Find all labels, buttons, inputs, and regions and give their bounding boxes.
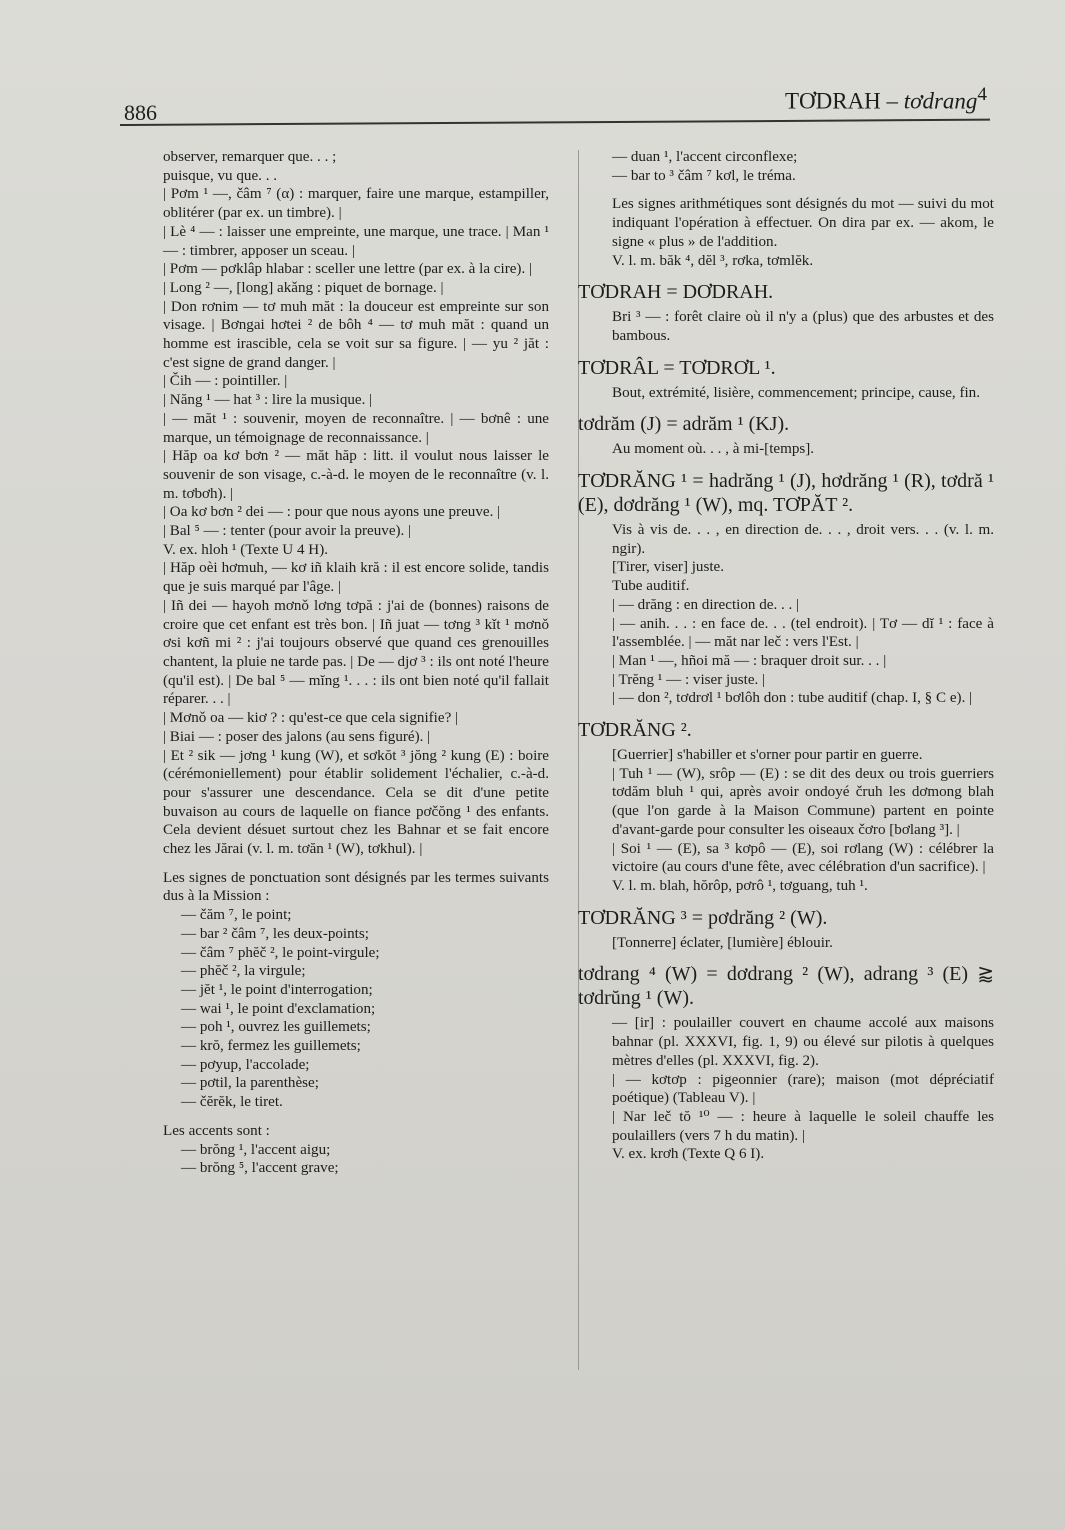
punctuation-item: — jĕt ¹, le point d'interrogation; <box>181 981 373 998</box>
running-head-sup: 4 <box>977 84 987 105</box>
dictionary-entry <box>578 356 994 403</box>
punctuation-intro: Les signes de ponctuation sont désignés par les termes suivants dus à la Mission : <box>163 869 549 905</box>
entry-line: [Tirer, viser] juste. <box>612 559 725 576</box>
dictionary-entry <box>578 962 994 1164</box>
entry-line: | Pơm ¹ —, čâm ⁷ (α) : marquer, faire une marque, estampiller, oblitérer (par ex. un timbre). | <box>163 186 549 222</box>
entry-line: | Tuh ¹ — (W), srôp — (E) : se dit des deux ou trois guerriers tơdăm bluh ¹ qui, après avoir ondoyé čruh les dơmong blah (que l'on garde à la Maison Commune) partent en pointe d'avant-garde pour consulter les oiseaux čơro [bơlang ³]. | <box>612 765 994 838</box>
entry-line: | Oa kơ bơn ² dei — : pour que nous ayons une preuve. | <box>163 504 501 521</box>
entry-headword: TƠDRAH = DƠDRAH. <box>578 281 774 304</box>
entry-line: | Hăp oèi hơmuh, — kơ iñ klaih kră : il est encore solide, tandis que je suis marqué par l'âge. | <box>163 560 549 596</box>
entry-line: | Trĕng ¹ — : viser juste. | <box>612 671 766 688</box>
entry-line: | Hăp oa kơ bơn ² — măt hăp : litt. il voulut nous laisser le souvenir de son visage, c.-à-d. le moyen de le reconnaître (v. l. m. tơbơh). | <box>163 448 549 502</box>
entry-line: | Don rơnim — tơ muh măt : la douceur est empreinte sur son visage. | Bơngai hơtei ² de bôh ⁴ — tơ muh măt : quand un homme est irascible, cela se voit sur sa figure. | — yu ² jăt : c'est signe de grand danger. | <box>163 298 549 371</box>
entry-line: Au moment où. . . , à mi-[temps]. <box>612 441 815 458</box>
accent-item: — bar to ³ čâm ⁷ kơl, le tréma. <box>612 167 796 184</box>
entry-line: | Lè ⁴ — : laisser une empreinte, une marque, une trace. | Man ¹ — : timbrer, apposer un sceau. | <box>163 223 549 259</box>
dictionary-entry <box>578 412 994 459</box>
entry-line: | Nar leč tŏ ¹⁰ — : heure à laquelle le soleil chauffe les poulaillers (vers 7 h du matin). | <box>612 1108 994 1144</box>
entry-headword: TƠDRÂL = TƠDRƠL ¹. <box>578 356 776 379</box>
entry-headword: TƠDRĂNG ¹ = hadrăng ¹ (J), hơdrăng ¹ (R), tơdră ¹ (E), dơdrăng ¹ (W), mq. TƠPĂT ². <box>578 470 994 517</box>
entry-line: [Tonnerre] éclater, [lumière] éblouir. <box>612 934 833 951</box>
punctuation-item: — wai ¹, le point d'exclamation; <box>181 1000 376 1017</box>
entry-line: V. ex. hloh ¹ (Texte U 4 H). <box>163 541 328 558</box>
entry-line: | — kơtơp : pigeonnier (rare); maison (mot dépréciatif poétique) (Tableau V). | <box>612 1071 994 1107</box>
page-number: 886 <box>124 100 157 125</box>
dictionary-entry <box>578 906 994 953</box>
entry-line: Tube auditif. <box>612 578 690 595</box>
entry-line: | — măt ¹ : souvenir, moyen de reconnaître. | — bơnê : une marque, un témoignage de reconnaissance. | <box>163 410 549 446</box>
arithmetic-note: Les signes arithmétiques sont désignés du mot — suivi du mot indiquant l'opération à effectuer. On dira par ex. — akom, le signe « plus » de l'addition. <box>612 196 994 250</box>
accents-list <box>181 1141 549 1178</box>
running-head <box>785 84 987 115</box>
header-rule <box>120 119 990 126</box>
entry-line: | — don ², tơdrơl ¹ bơlôh don : tube auditif (chap. I, § C e). | <box>612 690 973 707</box>
entry-line: | Long ² —, [long] akǎng : piquet de bornage. | <box>163 279 444 296</box>
punctuation-list <box>181 906 549 1112</box>
right-column <box>578 148 994 1164</box>
punctuation-item: — phĕč ², la virgule; <box>181 963 306 980</box>
left-entries <box>163 148 549 859</box>
entry-line: | Čih — : pointiller. | <box>163 373 288 390</box>
dictionary-entries <box>578 280 994 1164</box>
entry-line: | Pơm — pơklâp hlabar : sceller une lettre (par ex. à la cire). | <box>163 261 533 278</box>
punctuation-item: — bar ² čâm ⁷, les deux-points; <box>181 925 369 942</box>
accent-item: — duan ¹, l'accent circonflexe; <box>612 149 798 165</box>
entry-headword: tơdrăm (J) = adrăm ¹ (KJ). <box>578 413 790 436</box>
punctuation-item: — pơyup, l'accolade; <box>181 1056 310 1073</box>
punctuation-item: — čĕrĕk, le tiret. <box>181 1094 283 1111</box>
arithmetic-ref: V. l. m. băk ⁴, dĕl ³, rơka, tơmlĕk. <box>612 252 814 269</box>
entry-line: | Man ¹ —, hñoi mă — : braquer droit sur. . . | <box>612 652 887 669</box>
entry-headword: TƠDRĂNG ³ = pơdrăng ² (W). <box>578 906 828 929</box>
dictionary-entry <box>578 718 994 896</box>
punctuation-item: — pơtil, la parenthèse; <box>181 1075 319 1092</box>
entry-line: | Năng ¹ — hat ³ : lire la musique. | <box>163 392 373 409</box>
column-divider <box>578 150 579 1370</box>
entry-line: [Guerrier] s'habiller et s'orner pour partir en guerre. <box>612 747 923 764</box>
accent-continuation <box>612 148 994 185</box>
punctuation-item: — krŏ, fermez les guillemets; <box>181 1038 361 1055</box>
entry-line: puisque, vu que. . . <box>163 167 278 184</box>
accent-item: — brŏng ⁵, l'accent grave; <box>181 1160 339 1177</box>
running-head-italic: tơdrang <box>903 88 978 114</box>
entry-line: | — anih. . . : en face de. . . (tel endroit). | Tơ — dĭ ¹ : face à l'assemblée. | — măt nar leč : vers l'Est. | <box>612 615 994 651</box>
punctuation-item: — poh ¹, ouvrez les guillemets; <box>181 1019 371 1036</box>
accent-item: — brŏng ¹, l'accent aigu; <box>181 1141 331 1158</box>
entry-line: V. ex. krơh (Texte Q 6 I). <box>612 1146 765 1163</box>
entry-line: | Soi ¹ — (E), sa ³ kơpô — (E), soi rơlang (W) : célébrer la victoire (au cours d'une fête, avec célébration d'un sacrifice). | <box>612 840 994 876</box>
entry-line: | Et ² sik — jơng ¹ kung (W), et sơkŏt ³ jŏng ² kung (E) : boire (cérémoniellement) pour établir solidement l'échalier, c.-à-d. pour s'assurer une descendance. Cela se dit d'une petite buvaison au cours de laquelle on fiance pơčŏng ¹ des enfants. Cela devient désuet surtout chez les Bahnar et se fait encore chez les Jărai (v. l. m. tơăn ¹ (W), tơkhul). | <box>163 747 549 858</box>
entry-line: | Iñ dei — hayoh mơnǒ lơng tơpă : j'ai de (bonnes) raisons de croire que cet enfant est très bon. | Iñ juat — tơng ³ kǐt ¹ mơnǒ ơsi kơñ mi ² : j'ai toujours observé que quand ces grenouilles chantent, la pluie ne tarde pas. | De — djơ ³ : ils ont noté l'heure (qu'il est). | De bal ⁵ — mĭng ¹. . . : ils ont bien noté qu'il fallait réparer. . . | <box>163 597 549 708</box>
entry-headword: TƠDRĂNG ². <box>578 719 692 742</box>
entry-headword: tơdrang ⁴ (W) = dơdrang ² (W), adrang ³ (E) ⪆ tơdrŭng ¹ (W). <box>578 963 994 1010</box>
entry-line: — [ir] : poulailler couvert en chaume accolé aux maisons bahnar (pl. XXXVI, fig. 1, 9) ou élevé sur pilotis à quelques mètres d'elles (pl. XXXVI, fig. 2). <box>612 1015 994 1069</box>
accents-intro: Les accents sont : <box>163 1122 270 1139</box>
entry-line: Bri ³ — : forêt claire où il n'y a (plus) que des arbustes et des bambous. <box>612 309 994 344</box>
entry-line: Bout, extrémité, lisière, commencement; principe, cause, fin. <box>612 384 980 401</box>
entry-line: | Biai — : poser des jalons (au sens figuré). | <box>163 728 431 745</box>
punctuation-item: — čăm ⁷, le point; <box>181 907 292 924</box>
punctuation-item: — čâm ⁷ phĕč ², le point-virgule; <box>181 944 380 961</box>
entry-line: | Bal ⁵ — : tenter (pour avoir la preuve). | <box>163 523 412 540</box>
running-head-main: TƠDRAH <box>784 88 881 114</box>
entry-line: | — drăng : en direction de. . . | <box>612 596 800 613</box>
entry-line: Vis à vis de. . . , en direction de. . . , droit vers. . . (v. l. m. ngir). <box>612 522 994 557</box>
dictionary-entry <box>578 469 994 708</box>
dictionary-entry <box>578 280 994 345</box>
entry-line: observer, remarquer que. . . ; <box>163 149 337 165</box>
entry-line: | Mơnǒ oa — kiơ ? : qu'est-ce que cela signifie? | <box>163 710 459 727</box>
running-head-sep: – <box>880 88 904 114</box>
left-column <box>163 148 549 1178</box>
entry-line: V. l. m. blah, hŏrôp, pơrô ¹, tơguang, tuh ¹. <box>612 877 868 894</box>
